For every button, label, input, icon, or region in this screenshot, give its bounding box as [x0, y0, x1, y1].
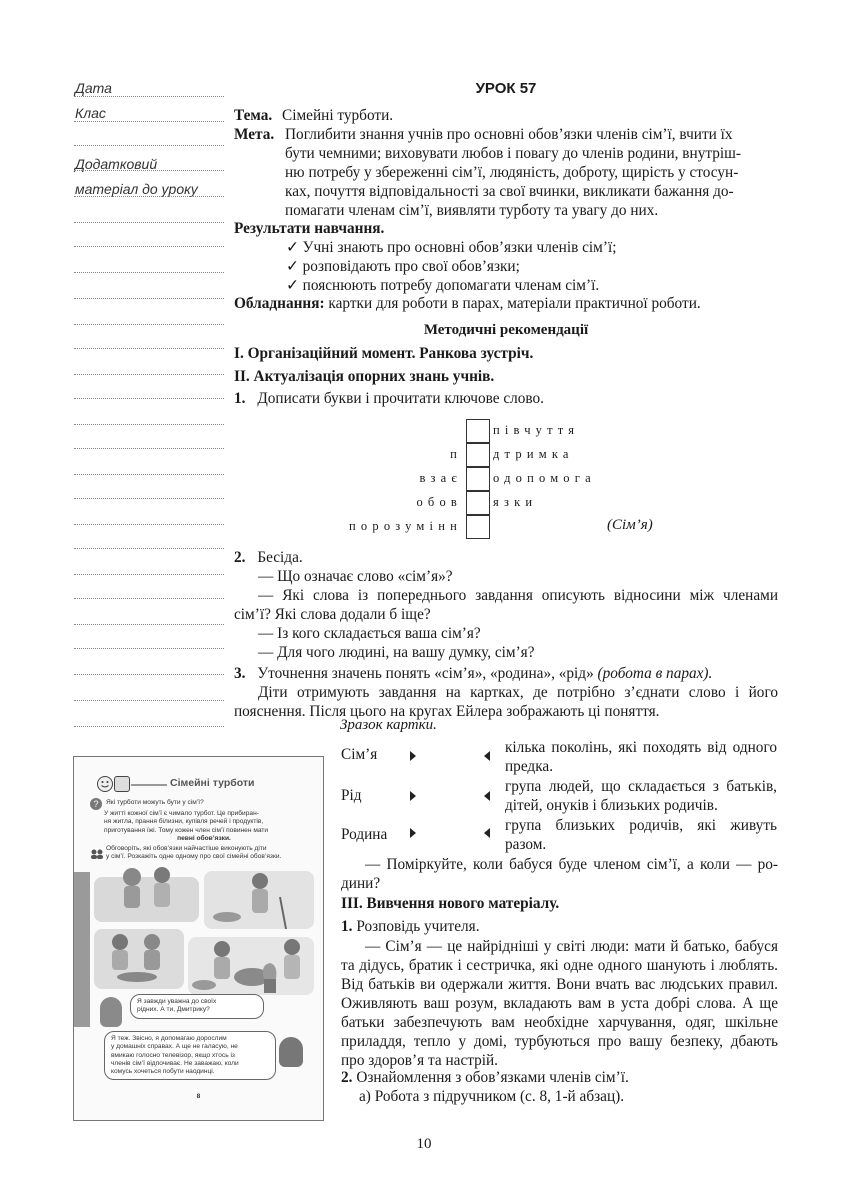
story-line: — Сім’я — це найрідніші у світі люди: мати й батько, бабуся — [365, 938, 778, 955]
results-list — [286, 238, 778, 295]
textbook-line: ня житла, прання білизни, купівля речей і продуктів, — [104, 818, 264, 826]
margin-line — [74, 648, 224, 649]
card-def-1 — [505, 777, 777, 815]
task-2-q2-line2: сім’ї? Які слова додали б іще? — [234, 606, 431, 623]
margin-line — [74, 170, 224, 171]
task-1-text: Дописати букви і прочитати ключове слово. — [257, 390, 545, 407]
card-def-line: разом. — [505, 836, 547, 853]
story-line: та дідусь, братик і сестричка, які одне одного шанують і люблять. — [341, 957, 778, 974]
margin-line — [74, 324, 224, 325]
card-def-2 — [505, 816, 777, 854]
section-1-heading: I. Організаційний момент. Ранкова зустріч. — [234, 345, 534, 362]
task-2-num: 2. — [234, 549, 246, 566]
header-rule — [131, 784, 167, 786]
topic-text: Сімейні турботи. — [282, 107, 394, 124]
margin-line — [74, 548, 224, 549]
task-3-line2: пояснення. Після цього на кругах Ейлера зображають ці поняття. — [234, 703, 660, 720]
task-3-title: Уточнення значень понять «сім’я», «родина», «рід» — [257, 665, 594, 682]
textbook-heading: Сімейні турботи — [170, 777, 255, 789]
boy-avatar — [279, 1037, 303, 1067]
speech-bubble-boy — [104, 1031, 276, 1080]
margin-line — [74, 498, 224, 499]
goal-label: Мета. — [234, 126, 275, 143]
result-item: ✓ Учні знають про основні обов’язки членів сім’ї; — [286, 238, 778, 257]
story-line: батьки забезпечують вам необхідне харчування, одяг, шкільне — [341, 1014, 778, 1031]
bubble-line: Я теж. Звісно, я допомагаю дорослим — [111, 1035, 227, 1042]
after-card-question — [341, 855, 778, 893]
task-2-q1: — Що означає слово «сім’я»? — [258, 568, 453, 585]
result-item: ✓ розповідають про свої обов’язки; — [286, 257, 778, 276]
bubble-line: вмикаю голосно телевізор, якщо хтось із — [111, 1051, 235, 1059]
textbook-task-line: у сім’ї. Розкажіть одне одному про свої сімейні обов’язки. — [106, 853, 282, 861]
card-def-line: кілька поколінь, які походять від одного — [505, 739, 777, 756]
card-def-line: дітей, онуків і близьких родичів. — [505, 797, 718, 814]
crossword-right-3: язки — [493, 495, 538, 509]
sample-card-label: Зразок картки. — [340, 717, 437, 733]
p2-row — [341, 1069, 629, 1087]
margin-line — [74, 574, 224, 575]
margin-line — [74, 196, 224, 197]
margin-line — [74, 398, 224, 399]
goal-line: ках, почуття відповідальності за свої вчинки, викликати бажання до- — [285, 183, 734, 200]
smile-icon — [97, 776, 113, 792]
arrow-left-icon — [484, 828, 490, 838]
task-2-q2 — [234, 586, 778, 624]
crossword-left-1: п — [450, 447, 462, 461]
textbook-line: У житті кожної сім’ї є чимало турбот. Це прибиран- — [104, 810, 259, 817]
crossword-cell[interactable] — [466, 419, 490, 443]
textbook-page-number: 8 — [196, 1093, 201, 1100]
arrow-right-icon — [410, 751, 416, 761]
p2-text: Ознайомлення з обов’язками членів сім’ї. — [356, 1069, 629, 1086]
textbook-task-line: Обговоріть, які обов’язки найчастіше виконують діти — [106, 845, 267, 852]
margin-line — [74, 674, 224, 675]
story-line: Від батьків ви одержали життя. Вони вчать вас людських правил. — [341, 976, 778, 993]
page-number: 10 — [416, 1136, 432, 1152]
date-line — [74, 96, 224, 97]
bubble-line: комусь хочеться побути наодинці. — [111, 1068, 215, 1076]
section-3-heading: III. Вивчення нового матеріалу. — [341, 895, 560, 912]
arrow-right-icon — [410, 828, 416, 838]
date-label: Дата — [75, 80, 112, 96]
task-3-num: 3. — [234, 665, 246, 682]
class-line — [74, 121, 224, 122]
margin-line — [74, 298, 224, 299]
textbook-task — [106, 845, 311, 862]
goal-line: Поглибити знання учнів про основні обов’язки членів сім’ї, вчити їх — [285, 126, 733, 143]
family-chores-illustration — [92, 867, 318, 1007]
story-line: приладдя, тепло у домі, турбуються про вашу безпеку, дбають — [341, 1033, 778, 1050]
task-1-num: 1. — [234, 390, 246, 407]
task-2-row — [234, 548, 778, 567]
crossword-right-1: дтримка — [493, 447, 574, 461]
equipment-text: картки для роботи в парах, матеріали практичної роботи. — [328, 295, 701, 312]
margin-line — [74, 474, 224, 475]
margin-line — [74, 145, 224, 146]
textbook-line: певні обов’язки. — [177, 834, 231, 842]
task-1-row — [234, 389, 778, 408]
topic-label: Тема. — [234, 107, 273, 124]
card-word-0: Сім’я — [341, 746, 378, 763]
margin-line — [74, 246, 224, 247]
bubble-line: Я завжди уважна до своїх — [137, 998, 217, 1005]
card-def-line: група близьких родичів, які живуть — [505, 817, 777, 834]
margin-line — [74, 222, 224, 223]
bubble-line: рідних. А ти, Дмитрику? — [137, 1006, 210, 1014]
speech-bubble-girl — [130, 994, 264, 1019]
goal-line: помагати членам сім’ї, виявляти турботу та увагу до них. — [285, 202, 659, 219]
arrow-left-icon — [484, 751, 490, 761]
book-icon — [114, 776, 130, 792]
textbook-line: приготування їжі. Тому кожен член сім’ї повинен мати — [104, 826, 269, 834]
story-num: 1. — [341, 918, 353, 935]
pair-work-icon — [90, 846, 104, 856]
results-heading: Результати навчання. — [234, 220, 385, 237]
question-icon: ? — [90, 798, 102, 810]
equipment-row — [234, 294, 778, 313]
textbook-side-tab — [74, 872, 90, 1027]
girl-avatar — [100, 997, 122, 1027]
arrow-right-icon — [410, 791, 416, 801]
story-row — [341, 918, 480, 936]
arrow-left-icon — [484, 791, 490, 801]
textbook-paragraph — [104, 810, 304, 843]
crossword-left-2: взає — [419, 471, 462, 485]
margin-line — [74, 624, 224, 625]
goal-block — [234, 125, 778, 220]
topic-row — [234, 106, 778, 125]
crossword-answer: (Сім’я) — [607, 517, 653, 533]
goal-lines — [285, 125, 778, 220]
equipment-label: Обладнання: — [234, 295, 325, 312]
card-word-1: Рід — [341, 787, 362, 804]
goal-line: ню потребу у збереженні сім’ї, людяність, доброту, щирість у стосун- — [285, 164, 739, 181]
task-2-title: Бесіда. — [257, 549, 303, 566]
p2a-text: а) Робота з підручником (с. 8, 1-й абзац). — [359, 1088, 625, 1105]
result-item: ✓ пояснюють потребу допомагати членам сім’ї. — [286, 276, 778, 295]
crossword-right-2: одопомога — [493, 471, 596, 485]
bubble-line: членів сім’ї відпочиває. Не заважаю, коли — [111, 1059, 239, 1067]
story-line: Оживляють ваш розум, вкладають вам в уста добрі слова. А ще — [341, 995, 778, 1012]
task-3-row — [234, 664, 778, 683]
margin-line — [74, 424, 224, 425]
margin-line — [74, 272, 224, 273]
section-2-heading: II. Актуалізація опорних знань учнів. — [234, 368, 495, 385]
crossword-left-3: обов — [416, 495, 462, 509]
after-card-line1: — Поміркуйте, коли бабуся буде членом сім’ї, а коли — ро- — [365, 856, 778, 873]
crossword-cell[interactable] — [466, 443, 490, 467]
crossword-cell[interactable] — [466, 467, 490, 491]
extra-material-label-1: Додатковий — [75, 156, 158, 172]
card-word-2: Родина — [341, 826, 388, 843]
textbook-page-image — [73, 756, 324, 1121]
crossword-left-4: порозумінн — [349, 519, 462, 533]
bubble-line: у домашніх справах. А ще не галасую, не — [111, 1043, 238, 1051]
story-line: про здоров’я та настрій. — [341, 1052, 499, 1069]
textbook-question: Які турботи можуть бути у сім’ї? — [106, 799, 204, 806]
card-def-line: група людей, що складається з батьків, — [505, 778, 777, 795]
margin-line — [74, 726, 224, 727]
margin-line — [74, 374, 224, 375]
card-def-0 — [505, 738, 777, 776]
crossword-cell[interactable] — [466, 491, 490, 515]
lesson-title: УРОК 57 — [475, 80, 537, 97]
card-def-line: предка. — [505, 758, 554, 775]
task-2-q2-line1: — Які слова із попереднього завдання описують відносини між членами — [258, 587, 778, 604]
margin-line — [74, 524, 224, 525]
p2-num: 2. — [341, 1069, 353, 1086]
task-3-title-italic: (робота в парах). — [597, 665, 713, 682]
story-text — [341, 937, 778, 1070]
task-2-q3: — Із кого складається ваша сім’я? — [258, 625, 481, 642]
story-title: Розповідь учителя. — [356, 918, 480, 935]
margin-line — [74, 448, 224, 449]
goal-line: бути чемними; виховувати любов і повагу до членів родини, внутріш- — [285, 145, 742, 162]
margin-line — [74, 700, 224, 701]
task-3-line1: Діти отримують завдання на картках, де потрібно з’єднати слово і його — [258, 684, 778, 701]
task-2-q4: — Для чого людині, на вашу думку, сім’я? — [258, 644, 535, 661]
margin-line — [74, 348, 224, 349]
class-label: Клас — [75, 105, 106, 121]
after-card-line2: дини? — [341, 875, 381, 892]
method-heading: Методичні рекомендації — [423, 322, 589, 338]
task-3-para — [234, 683, 778, 721]
margin-line — [74, 598, 224, 599]
crossword-cell[interactable] — [466, 515, 490, 539]
crossword-right-0: півчуття — [493, 423, 580, 437]
extra-material-label-2: матеріал до уроку — [75, 181, 198, 197]
